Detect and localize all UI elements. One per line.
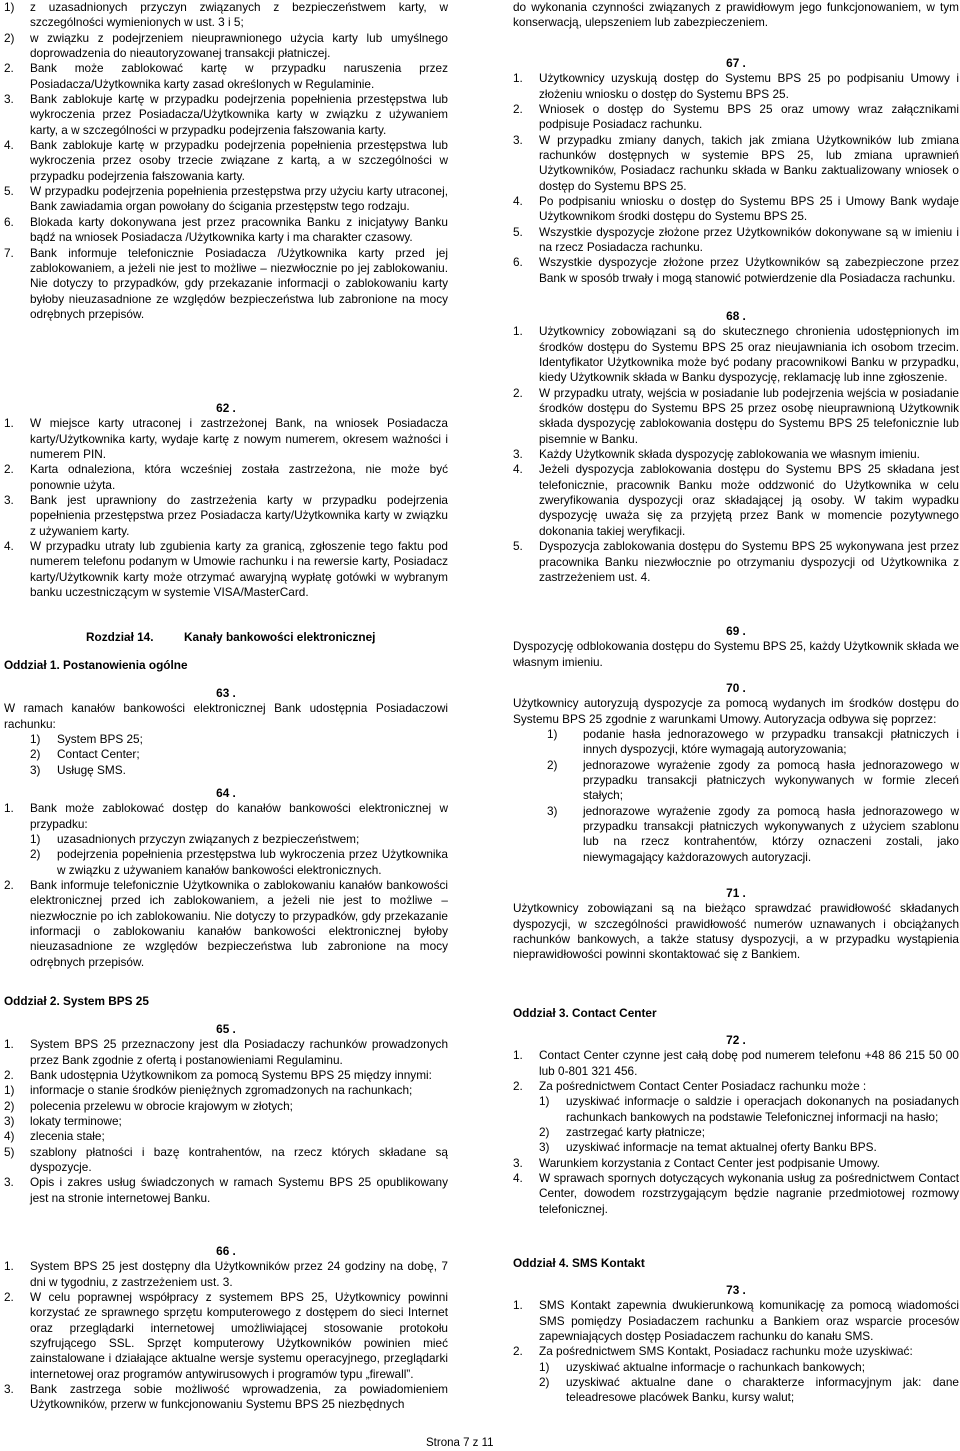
list-item: 7. Bank informuje telefonicznie Posiadacza /Użytkownika karty przed jej zablokowaniem, a jeżeli nie jest to możliwe – niezwłocznie po jej zablokowaniu. Nie dotyczy to przypadków, gdy przekazanie informacji o zablokowaniu karty byłoby nieuzasadnione ze względów bezpieczeństwa lub zabronione na mocy odrębnych przepisów.	[4, 245, 448, 321]
section-title: 68 .	[726, 309, 746, 323]
section-title: 67 .	[726, 56, 746, 70]
list-item: 2. Za pośrednictwem Contact Center Posiadacz rachunku może :	[513, 1079, 867, 1094]
list-item: 2) zastrzegać karty płatnicze;	[539, 1125, 705, 1140]
list-item: 1. Użytkownicy zobowiązani są do skutecznego chronienia udostępnionych im środków dostępu do Systemu BPS 25 oraz nieujawniania ich osobom trzecim. Identyfikator Użytkownika może być podany pracownikowi Banku w przypadku, kiedy Użytkownik składa w Banku dyspozycję, reklamację lub inne zgłoszenie.	[513, 324, 959, 385]
list-item: 1) z uzasadnionych przyczyn związanych z bezpieczeństwem karty, w szczególności wymienionych w ust. 3 i 5;	[4, 0, 448, 30]
section-title: 69 .	[726, 624, 746, 638]
section-71	[513, 886, 959, 963]
list-item: 3. W przypadku zmiany danych, takich jak zmiana Użytkowników lub zmiana rachunków dostępnych w systemie BPS 25, lub zmiana uprawnień Użytkowników, Posiadacz rachunku składa w Banku zaktualizowany wniosek o dostęp do Systemu BPS 25.	[513, 132, 959, 193]
paragraph: Dyspozycję odblokowania dostępu do Systemu BPS 25, każdy Użytkownik składa we własnym imieniu.	[513, 639, 959, 669]
section-68	[513, 309, 959, 585]
list-item: 2. Bank może zablokować kartę w przypadku naruszenia przez Posiadacza/Użytkownika karty zasad określonych w Regulaminie.	[4, 61, 448, 91]
section-62	[4, 401, 448, 600]
section-70	[513, 681, 959, 865]
section-66	[4, 1244, 448, 1413]
list-item: 1. W miejsce karty utraconej i zastrzeżonej Bank, na wniosek Posiadacza karty/Użytkownika karty, wydaje kartę z nowym numerem, okresem ważności i numerem PIN.	[4, 416, 448, 462]
list-item: 5) szablony płatności i bazę kontrahentów, na rzecz których składane są dyspozycje.	[4, 1144, 448, 1175]
list-item: 3) uzyskiwać informacje na temat aktualnej oferty Banku BPS.	[539, 1140, 877, 1155]
list-item: 3. Bank jest uprawniony do zastrzeżenia karty w przypadku podejrzenia popełnienia przestępstwa przez Posiadacza karty/Użytkownika karty w związku z używaniem karty.	[4, 493, 448, 538]
section-title: 71 .	[726, 886, 746, 900]
list-item: 4. W przypadku utraty lub zgubienia karty za granicą, zgłoszenie tego faktu pod numerem telefonu podanym w Umowie rachunku i na rewersie karty, Posiadacz karty/Użytkownik karty może otrzymać awaryjną wypłatę gotówki w wybranym banku uczestniczącym w systemie VISA/MasterCard.	[4, 539, 448, 600]
list-item: 5. Dyspozycja zablokowania dostępu do Systemu BPS 25 wykonywana jest przez pracownika Banku niezwłocznie po otrzymaniu dyspozycji od Użytkownika z zastrzeżeniem ust. 4.	[513, 539, 959, 584]
list-item: 2) Contact Center;	[30, 747, 140, 762]
list-item: 3. Bank zablokuje kartę w przypadku podejrzenia popełnienia przestępstwa lub wykroczenia przez Posiadacza/Użytkownika karty w związku z używaniem karty, a w szczególności w przypadku podejrzenia fałszowania karty.	[4, 92, 448, 137]
list-item: 2) w związku z podejrzeniem nieuprawnionego użycia karty lub umyślnego doprowadzenia do nieautoryzowanej transakcji płatniczej.	[4, 30, 448, 61]
list-item: 3. Bank zastrzega sobie możliwość wprowadzenia, za powiadomieniem Użytkowników, przerw w funkcjonowaniu Systemu BPS 25 niezbędnych	[4, 1382, 448, 1412]
list-item: 1) uzyskiwać aktualne informacje o rachunkach bankowych;	[539, 1359, 866, 1374]
list-item: 6. Wszystkie dyspozycje złożone przez Użytkowników są zabezpieczone przez Bank w sposób trwały i mogą stanowić potwierdzenie dla Posiadacza rachunku.	[513, 255, 959, 285]
list-item: 4. Jeżeli dyspozycja zablokowania dostępu do Systemu BPS 25 składana jest telefonicznie, pracownik Banku może oddzwonić do Użytkownika w celu zweryfikowania dyspozycji oraz składającej ją osoby. W takim wypadku dyspozycję uważa się za przyjętą przez Bank w momencie pozytywnego dokonania takiej weryfikacji.	[513, 462, 959, 538]
list-item: 1) informacje o stanie środków pieniężnych zgromadzonych na rachunkach;	[4, 1083, 413, 1098]
page-footer: Strona 7 z 11	[426, 1437, 494, 1449]
list-item: 1. Użytkownicy uzyskują dostęp do Systemu BPS 25 po podpisaniu Umowy i złożeniu wniosku o dostęp do Systemu BPS 25.	[513, 71, 959, 101]
section-73	[513, 1283, 959, 1406]
list-item: 3) jednorazowe wyrażenie zgody za pomocą hasła jednorazowego w przypadku transakcji płatniczych wykonywanych z użyciem szablonu lub na rzecz kontrahentów, którzy oznaczeni zostali, jako niewymagający każdorazowych autoryzacji.	[547, 803, 959, 864]
list-item: 1. Contact Center czynne jest całą dobę pod numerem telefonu +48 86 215 50 00 lub 0-801 321 456.	[513, 1048, 959, 1078]
list-item: 3) lokaty terminowe;	[4, 1114, 122, 1129]
division-heading: Oddział 3. Contact Center	[513, 1006, 657, 1020]
division-heading: Oddział 2. System BPS 25	[4, 994, 149, 1008]
list-item: 2) podejrzenia popełnienia przestępstwa lub wykroczenia przez Użytkownika w związku z używaniem kanałów bankowości elektronicznych.	[30, 847, 448, 877]
section-72	[513, 1033, 959, 1217]
list-item: 2. Bank informuje telefonicznie Użytkownika o zablokowaniu kanałów bankowości elektronicznej przed ich zablokowaniem, a jeżeli nie jest to możliwe – niezwłocznie po ich zablokowaniu. Nie dotyczy to przypadków, gdy przekazanie informacji o zablokowaniu kanałów bankowości elektronicznej byłoby nieuzasadnione ze względów bezpieczeństwa lub zabronione na mocy odrębnych przepisów.	[4, 878, 448, 969]
list-item: 6. Blokada karty dokonywana jest przez pracownika Banku z inicjatywy Banku bądź na wniosek Posiadacza /Użytkownika karty i ma charakter czasowy.	[4, 214, 448, 245]
division-heading: Oddział 4. SMS Kontakt	[513, 1256, 645, 1270]
list-item: 3. Opis i zakres usług świadczonych w ramach Systemu BPS 25 opublikowany jest na stronie internetowej Banku.	[4, 1175, 448, 1205]
list-item: 3) Usługę SMS.	[30, 762, 126, 777]
list-item: 2. Za pośrednictwem SMS Kontakt, Posiadacz rachunku może uzyskiwać:	[513, 1344, 913, 1359]
list-item: 2) polecenia przelewu w obrocie krajowym w złotych;	[4, 1098, 293, 1113]
section-title: 70 .	[726, 681, 746, 695]
list-item: 2) uzyskiwać aktualne dane o charakterze informacyjnym jak: dane teleadresowe placówek Banku, kursy walut;	[539, 1375, 959, 1405]
paragraph: do wykonania czynności związanych z prawidłowym jego funkcjonowaniem, w tym konserwacją, ulepszeniem lub zabezpieczeniem.	[513, 0, 959, 30]
list-item: 1. SMS Kontakt zapewnia dwukierunkową komunikację za pomocą wiadomości SMS pomiędzy Posiadaczem rachunku a Bankiem oraz wsparcie procesów zapewniających dostęp Posiadaczem rachunku do kanału SMS.	[513, 1298, 959, 1344]
section-65	[4, 1022, 448, 1206]
section-title: 65 .	[216, 1022, 236, 1036]
list-item: 4) zlecenia stałe;	[4, 1129, 105, 1144]
left-top-block	[4, 0, 448, 322]
list-item: 1) podanie hasła jednorazowego w przypadku transakcji płatniczych i innych dyspozycji, które wymagają autoryzowania;	[547, 727, 959, 757]
list-item: 3. Warunkiem korzystania z Contact Center jest podpisanie Umowy.	[513, 1155, 880, 1170]
list-item: 1) uzyskiwać informacje o saldzie i operacjach dokonanych na posiadanych rachunkach bankowych na podstawie Telefonicznej informacji na hasło;	[539, 1094, 959, 1124]
list-item: 1) uzasadnionych przyczyn związanych z bezpieczeństwem;	[30, 832, 360, 847]
list-item: 2. Bank udostępnia Użytkownikom za pomocą Systemu BPS 25 między innymi:	[4, 1068, 432, 1083]
list-item: 1. Bank może zablokować dostęp do kanałów bankowości elektronicznej w przypadku:	[4, 801, 448, 831]
list-item: 3. Każdy Użytkownik składa dyspozycję zablokowania we własnym imieniu.	[513, 447, 920, 462]
list-item: 2. W celu poprawnej współpracy z systemem BPS 25, Użytkownicy powinni korzystać ze sprawnego sprzętu komputerowego z dostępem do sieci Internet oraz przeglądarki internetowej umożliwiającej stosowanie protokołu szyfrującego SSL. Sprzęt komputerowy Użytkowników powinien mieć zainstalowane i działające aktualne wersje systemu operacyjnego, przeglądarki internetowej oraz programów antywirusowych i programów typu „firewall”.	[4, 1290, 448, 1381]
list-item: 1. System BPS 25 jest dostępny dla Użytkowników przez 24 godziny na dobę, 7 dni w tygodniu, z zastrzeżeniem ust. 3.	[4, 1259, 448, 1289]
section-title: 72 .	[726, 1033, 746, 1047]
section-67	[513, 56, 959, 286]
section-title: 66 .	[216, 1244, 236, 1258]
paragraph: Użytkownicy zobowiązani są na bieżąco sprawdzać prawidłowość składanych dyspozycji, w szczególności prawidłowość numerów uznawanych i obciążanych rachunków bankowych, a także statusy dyspozycji, a w przypadku wystąpienia nieprawidłowości powinni skontaktować się z Bankiem.	[513, 901, 959, 962]
section-63	[4, 686, 448, 778]
paragraph: Użytkownicy autoryzują dyspozycje za pomocą wydanych im środków dostępu do Systemu BPS 25 zgodnie z warunkami Umowy. Autoryzacja odbywa się poprzez:	[513, 696, 959, 726]
list-item: 2) jednorazowe wyrażenie zgody za pomocą hasła jednorazowego w przypadku transakcji płatniczych wykonywanych w formie zleceń stałych;	[547, 757, 959, 803]
list-item: 2. W przypadku utraty, wejścia w posiadanie lub podejrzenia wejścia w posiadanie środków dostępu do Systemu BPS 25 przez osobę nieuprawnioną Użytkownik składa dyspozycję zablokowania dostępu do Systemu BPS 25 telefonicznie lub pisemnie w Banku.	[513, 385, 959, 446]
list-item: 5. Wszystkie dyspozycje złożone przez Użytkowników dokonywane są w imieniu i na rzecz Posiadacza rachunku.	[513, 224, 959, 255]
section-64	[4, 786, 448, 970]
list-item: 2. Wniosek o dostęp do Systemu BPS 25 oraz umowy wraz załącznikami podpisuje Posiadacz rachunku.	[513, 102, 959, 132]
list-item: 1. System BPS 25 przeznaczony jest dla Posiadaczy rachunków prowadzonych przez Bank zgodnie z ofertą i postanowieniami Regulaminu.	[4, 1037, 448, 1067]
list-item: 1) System BPS 25;	[30, 732, 143, 747]
list-item: 4. Po podpisaniu wniosku o dostęp do Systemu BPS 25 i Umowy Bank wydaje Użytkownikom środki dostępu do Systemu BPS 25.	[513, 194, 959, 224]
list-item: 4. W sprawach spornych dotyczących wykonania usług za pośrednictwem Contact Center, dowodem rozstrzygającym będzie nagranie przedmiotowej rozmowy telefonicznej.	[513, 1171, 959, 1216]
chapter-heading: Rozdział 14. Kanały bankowości elektronicznej	[86, 630, 376, 644]
list-item: 4. Bank zablokuje kartę w przypadku podejrzenia popełnienia przestępstwa lub wykroczenia przez osoby trzecie związane z kartą, a w szczególności w przypadku podejrzenia fałszowania karty.	[4, 138, 448, 183]
section-title: 63 .	[216, 686, 236, 700]
paragraph: W ramach kanałów bankowości elektronicznej Bank udostępnia Posiadaczowi rachunku:	[4, 701, 448, 731]
list-item: 2. Karta odnaleziona, która wcześniej została zastrzeżona, nie może być ponownie użyta.	[4, 462, 448, 492]
division-heading: Oddział 1. Postanowienia ogólne	[4, 658, 188, 672]
section-69	[513, 624, 959, 670]
section-title: 62 .	[216, 401, 236, 415]
list-item: 5. W przypadku podejrzenia popełnienia przestępstwa przy użyciu karty utraconej, Bank zawiadamia organ powołany do ścigania przestępstw tego rodzaju.	[4, 184, 448, 214]
section-title: 73 .	[726, 1283, 746, 1297]
section-title: 64 .	[216, 786, 236, 800]
